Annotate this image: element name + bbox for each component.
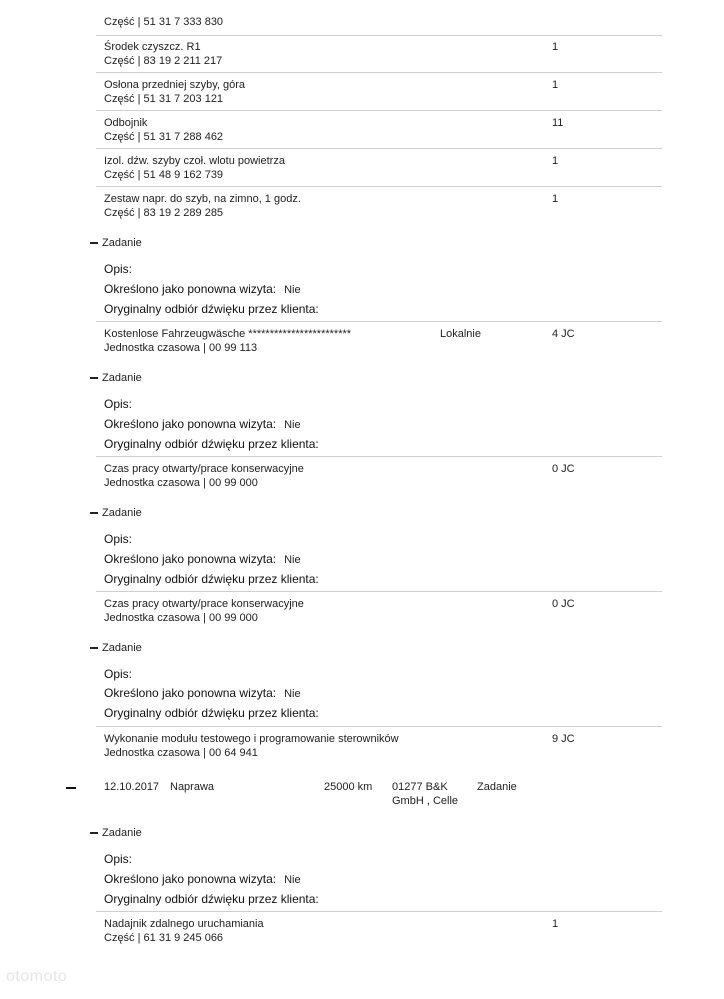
sound-label: Oryginalny odbiór dźwięku przez klienta: [104, 706, 319, 720]
task-qty: 0 JC [552, 598, 575, 610]
description-label: Opis: [104, 852, 133, 866]
part-qty: 11 [552, 117, 564, 129]
part-name: Odbojnik [104, 117, 148, 129]
task-label: Zadanie [102, 642, 142, 654]
visit-label: Zadanie [477, 781, 517, 793]
task-header[interactable] [90, 827, 142, 840]
task-name: Czas pracy otwarty/prace konserwacyjne [104, 463, 304, 475]
task-header[interactable] [90, 372, 142, 385]
revisit-value: Nie [284, 688, 301, 700]
divider [96, 321, 662, 322]
collapse-icon[interactable] [90, 242, 98, 244]
part-qty: 1 [552, 193, 559, 205]
task-qty: 4 JC [552, 328, 575, 340]
visit-dealer: 01277 B&K [392, 781, 448, 793]
task-label: Zadanie [102, 507, 142, 519]
task-time-unit: Jednostka czasowa | 00 64 941 [104, 747, 258, 759]
revisit-field [104, 686, 301, 701]
part-name: Zestaw napr. do szyb, na zimno, 1 godz. [104, 193, 301, 205]
revisit-field [104, 872, 301, 887]
collapse-icon[interactable] [66, 787, 76, 789]
collapse-icon[interactable] [90, 647, 98, 649]
part-number: Część | 51 48 9 162 739 [104, 169, 224, 181]
task-time-unit: Jednostka czasowa | 00 99 113 [104, 342, 258, 354]
part-number: Część | 51 31 7 333 830 [104, 16, 224, 28]
task-header[interactable] [90, 642, 142, 655]
task-location: Lokalnie [440, 328, 481, 340]
visit-date: 12.10.2017 [104, 781, 160, 793]
revisit-value: Nie [284, 874, 301, 886]
part-name: Osłona przedniej szyby, góra [104, 79, 246, 91]
revisit-label: Określono jako ponowna wizyta: [104, 872, 277, 886]
description-label: Opis: [104, 397, 133, 411]
divider [96, 591, 662, 592]
visit-row[interactable] [66, 781, 666, 811]
part-number: Część | 51 31 7 203 121 [104, 93, 224, 105]
description-label: Opis: [104, 667, 133, 681]
divider [96, 110, 662, 111]
revisit-value: Nie [284, 419, 301, 431]
revisit-value: Nie [284, 554, 301, 566]
task-time-unit: Jednostka czasowa | 00 99 000 [104, 612, 258, 624]
collapse-icon[interactable] [90, 832, 98, 834]
task-label: Zadanie [102, 372, 142, 384]
task-name: Wykonanie modułu testowego i programowanie sterowników [104, 733, 399, 745]
task-label: Zadanie [102, 827, 142, 839]
description-label: Opis: [104, 532, 133, 546]
visit-dealer-location: GmbH , Celle [392, 795, 459, 807]
collapse-icon[interactable] [90, 512, 98, 514]
sound-label: Oryginalny odbiór dźwięku przez klienta: [104, 572, 319, 586]
part-number: Część | 83 19 2 211 217 [104, 55, 223, 67]
part-number: Część | 51 31 7 288 462 [104, 131, 224, 143]
revisit-value: Nie [284, 284, 301, 296]
revisit-label: Określono jako ponowna wizyta: [104, 686, 277, 700]
revisit-field [104, 282, 301, 297]
sound-label: Oryginalny odbiór dźwięku przez klienta: [104, 437, 319, 451]
sound-label: Oryginalny odbiór dźwięku przez klienta: [104, 892, 319, 906]
divider [96, 35, 662, 36]
part-number: Część | 61 31 9 245 066 [104, 932, 224, 944]
part-qty: 1 [552, 918, 559, 930]
task-qty: 9 JC [552, 733, 575, 745]
part-name: Izol. dźw. szyby czoł. wlotu powietrza [104, 155, 285, 167]
visit-mileage: 25000 km [324, 781, 373, 793]
task-name: Kostenlose Fahrzeugwäsche ************************ [104, 328, 352, 340]
revisit-label: Określono jako ponowna wizyta: [104, 417, 277, 431]
watermark: otomoto [6, 968, 68, 985]
revisit-label: Określono jako ponowna wizyta: [104, 282, 277, 296]
visit-type: Naprawa [170, 781, 215, 793]
sound-label: Oryginalny odbiór dźwięku przez klienta: [104, 302, 319, 316]
task-name: Czas pracy otwarty/prace konserwacyjne [104, 598, 304, 610]
task-header[interactable] [90, 507, 142, 520]
revisit-label: Określono jako ponowna wizyta: [104, 552, 277, 566]
revisit-field [104, 552, 301, 567]
divider [96, 72, 662, 73]
divider [96, 726, 662, 727]
task-header[interactable] [90, 237, 142, 250]
collapse-icon[interactable] [90, 377, 98, 379]
part-name: Środek czyszcz. R1 [104, 41, 201, 53]
revisit-field [104, 417, 301, 432]
task-time-unit: Jednostka czasowa | 00 99 000 [104, 477, 258, 489]
divider [96, 911, 662, 912]
divider [96, 186, 662, 187]
part-qty: 1 [552, 155, 559, 167]
task-label: Zadanie [102, 237, 142, 249]
part-qty: 1 [552, 41, 559, 53]
part-number: Część | 83 19 2 289 285 [104, 207, 224, 219]
part-name: Nadajnik zdalnego uruchamiania [104, 918, 264, 930]
divider [96, 148, 662, 149]
divider [96, 456, 662, 457]
task-qty: 0 JC [552, 463, 575, 475]
description-label: Opis: [104, 262, 133, 276]
part-qty: 1 [552, 79, 559, 91]
